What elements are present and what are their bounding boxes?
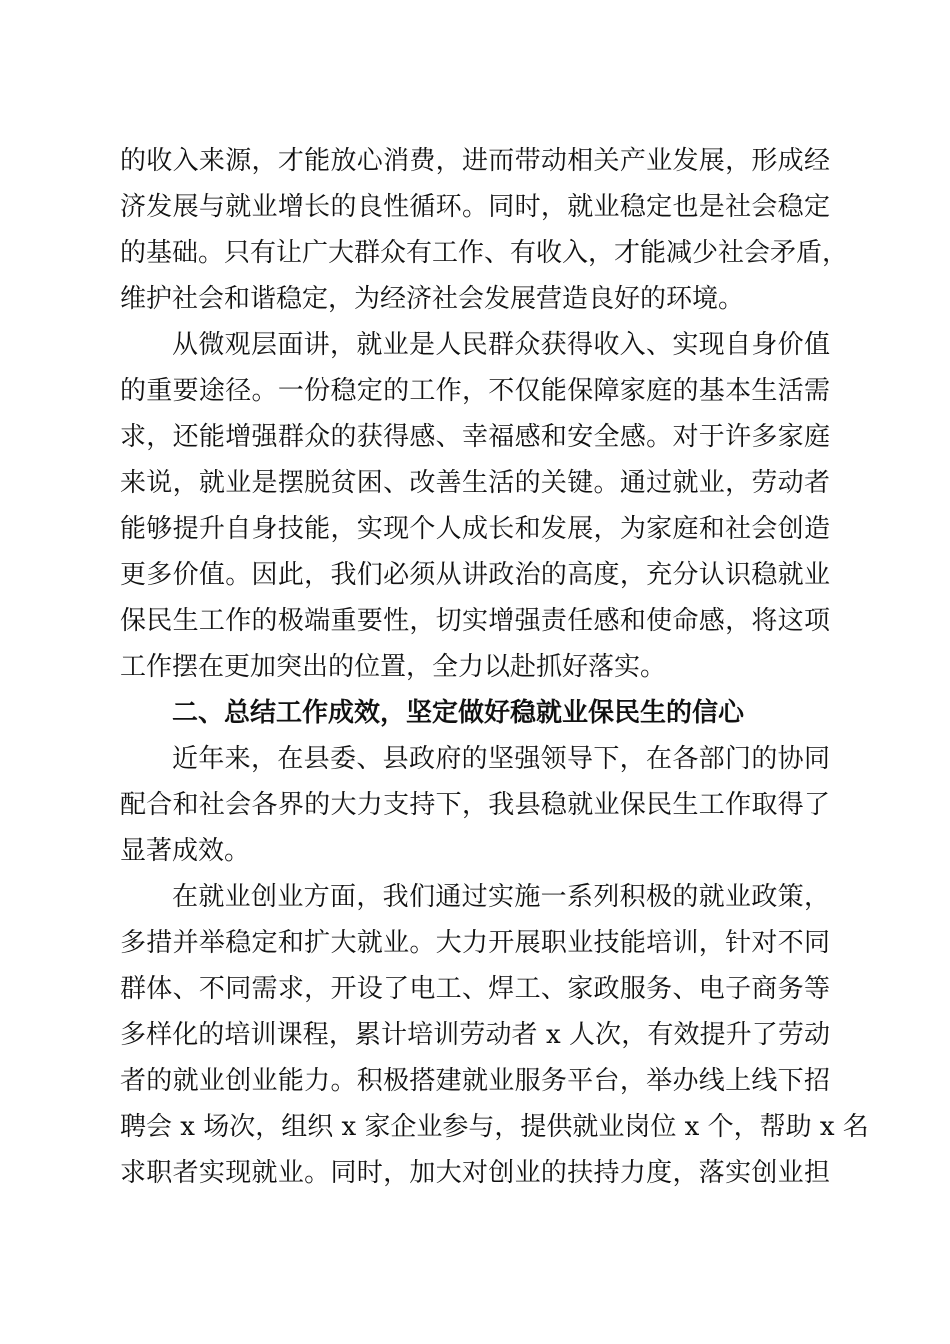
text-line: 济发展与就业增长的良性循环。同时，就业稳定也是社会稳定: [120, 192, 830, 222]
text-line: 聘会 x 场次，组织 x 家企业参与，提供就业岗位 x 个，帮助 x 名: [120, 1112, 869, 1142]
paragraph-first-line: 从微观层面讲，就业是人民群众获得收入、实现自身价值: [172, 330, 830, 360]
paragraph-first-line: 近年来，在县委、县政府的坚强领导下，在各部门的协同: [172, 744, 830, 774]
text-line: 保民生工作的极端重要性，切实增强责任感和使命感，将这项: [120, 606, 830, 636]
text-line: 群体、不同需求，开设了电工、焊工、家政服务、电子商务等: [120, 974, 830, 1004]
text-line: 者的就业创业能力。积极搭建就业服务平台，举办线上线下招: [120, 1066, 830, 1096]
text-line: 维护社会和谐稳定，为经济社会发展营造良好的环境。: [120, 284, 745, 314]
text-line: 的基础。只有让广大群众有工作、有收入，才能减少社会矛盾，: [120, 238, 849, 268]
text-line: 多措并举稳定和扩大就业。大力开展职业技能培训，针对不同: [120, 928, 830, 958]
text-line: 能够提升自身技能，实现个人成长和发展，为家庭和社会创造: [120, 514, 830, 544]
text-line: 多样化的培训课程，累计培训劳动者 x 人次，有效提升了劳动: [120, 1020, 830, 1050]
text-line: 来说，就业是摆脱贫困、改善生活的关键。通过就业，劳动者: [120, 468, 830, 498]
text-line: 配合和社会各界的大力支持下，我县稳就业保民生工作取得了: [120, 790, 830, 820]
text-line: 工作摆在更加突出的位置，全力以赴抓好落实。: [120, 652, 667, 682]
paragraph-first-line: 在就业创业方面，我们通过实施一系列积极的就业政策，: [172, 882, 830, 912]
text-line: 更多价值。因此，我们必须从讲政治的高度，充分认识稳就业: [120, 560, 830, 590]
text-line: 求，还能增强群众的获得感、幸福感和安全感。对于许多家庭: [120, 422, 830, 452]
section-heading: 二、总结工作成效，坚定做好稳就业保民生的信心: [172, 698, 745, 728]
text-line: 的收入来源，才能放心消费，进而带动相关产业发展，形成经: [120, 146, 830, 176]
text-line: 的重要途径。一份稳定的工作，不仅能保障家庭的基本生活需: [120, 376, 830, 406]
text-line: 求职者实现就业。同时，加大对创业的扶持力度，落实创业担: [120, 1158, 830, 1188]
text-line: 显著成效。: [120, 836, 251, 866]
